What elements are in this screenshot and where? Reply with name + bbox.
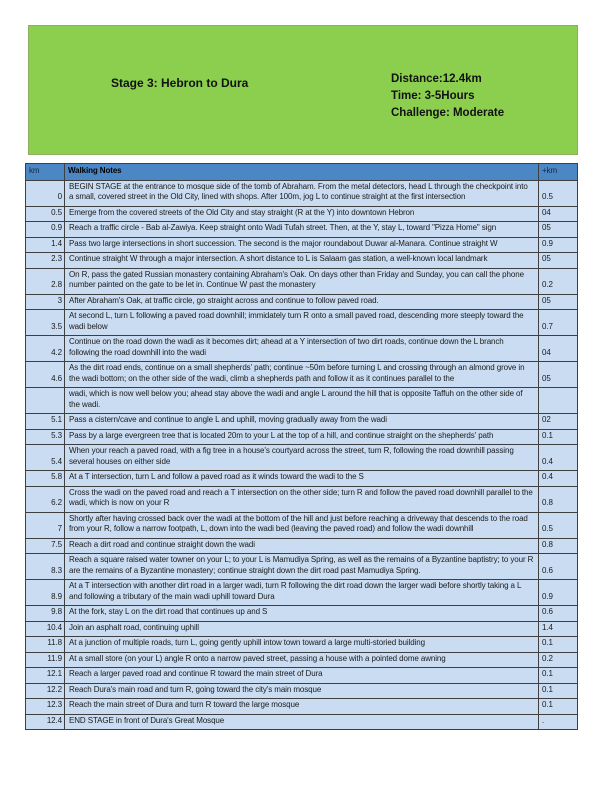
table-row	[26, 714, 578, 730]
km-cell: 12.1	[26, 668, 65, 684]
table-row	[26, 294, 578, 310]
plus-km-cell: .	[539, 714, 578, 730]
plus-km-cell: 0.8	[539, 486, 578, 512]
note-cell: On R, pass the gated Russian monastery containing Abraham's Oak. On days other than Friday and Sunday, you can call the phone number painted on the gate to be let in. Continue W past the monastery	[65, 268, 539, 294]
km-cell: 11.9	[26, 652, 65, 668]
plus-km-cell: 05	[539, 294, 578, 310]
table-row	[26, 512, 578, 538]
km-cell: 4.2	[26, 336, 65, 362]
km-cell: 12.2	[26, 683, 65, 699]
km-cell: 5.1	[26, 414, 65, 430]
table-row	[26, 237, 578, 253]
table-row	[26, 206, 578, 222]
table-row	[26, 268, 578, 294]
note-cell: BEGIN STAGE at the entrance to mosque side of the tomb of Abraham. From the metal detectors, head L through the checkpoint into a small, covered street in the Old City, lined with shops. After 100m, jog L to continue straight at the first intersection	[65, 180, 539, 206]
note-cell: wadi, which is now well below you; ahead stay above the wadi and angle L around the hill that is opposite Taffuh on the other side of the wadi.	[65, 388, 539, 414]
plus-km-cell: 0.1	[539, 429, 578, 445]
plus-km-cell: 0.5	[539, 512, 578, 538]
plus-km-cell: 04	[539, 336, 578, 362]
plus-km-cell: 0.4	[539, 445, 578, 471]
plus-km-cell: 04	[539, 206, 578, 222]
km-cell: 12.3	[26, 699, 65, 715]
note-cell: At the fork, stay L on the dirt road that continues up and S	[65, 606, 539, 622]
km-cell: 7	[26, 512, 65, 538]
plus-km-cell: 0.1	[539, 683, 578, 699]
note-cell: At second L, turn L following a paved road downhill; immidately turn R onto a small paved road, descending more steeply toward the wadi below	[65, 310, 539, 336]
km-cell: 1.4	[26, 237, 65, 253]
km-cell: 2.8	[26, 268, 65, 294]
table-row	[26, 180, 578, 206]
km-cell: 0.5	[26, 206, 65, 222]
km-cell: 5.8	[26, 471, 65, 487]
note-cell: END STAGE in front of Dura's Great Mosque	[65, 714, 539, 730]
table-row	[26, 652, 578, 668]
note-cell: Continue on the road down the wadi as it becomes dirt; ahead at a Y intersection of two dirt roads, continue down the L branch following the road downhill into the wadi	[65, 336, 539, 362]
note-cell: Reach a larger paved road and continue R toward the main street of Dura	[65, 668, 539, 684]
km-cell: 11.8	[26, 637, 65, 653]
plus-km-cell: 05	[539, 222, 578, 238]
walking-notes-table	[25, 163, 578, 730]
table-row	[26, 253, 578, 269]
note-cell: Reach a dirt road and continue straight down the wadi	[65, 538, 539, 554]
note-cell: Emerge from the covered streets of the Old City and stay straight (R at the Y) into downtown Hebron	[65, 206, 539, 222]
km-cell: 0.9	[26, 222, 65, 238]
plus-km-cell: 0.2	[539, 268, 578, 294]
note-cell: Reach a square raised water towner on your L; to your L is Mamudiya Spring, as well as the remains of a Byzantine baptistry; to your R are the remains of a Byzantine monastery; continue straight down the dirt road past Mamudiya Spring.	[65, 554, 539, 580]
km-cell: 5.4	[26, 445, 65, 471]
km-cell: 5.3	[26, 429, 65, 445]
plus-km-cell: 0.9	[539, 580, 578, 606]
note-cell: At a junction of multiple roads, turn L, going gently uphill intow town toward a large multi-storied building	[65, 637, 539, 653]
table-row	[26, 668, 578, 684]
note-cell: Continue straight W through a major intersection. A short distance to L is Salaam gas station, a well-known local landmark	[65, 253, 539, 269]
km-cell: 8.9	[26, 580, 65, 606]
km-cell: 7.5	[26, 538, 65, 554]
stage-challenge: Challenge: Moderate	[391, 107, 505, 119]
km-cell: 3	[26, 294, 65, 310]
note-cell: Pass two large intersections in short succession. The second is the major roundabout Duwar al-Manara. Continue straight W	[65, 237, 539, 253]
table-row	[26, 699, 578, 715]
note-cell: Reach the main street of Dura and turn R toward the large mosque	[65, 699, 539, 715]
stage-meta	[391, 71, 504, 122]
table-row	[26, 414, 578, 430]
stage-banner	[28, 25, 578, 155]
plus-km-cell: 0.1	[539, 637, 578, 653]
table-row	[26, 310, 578, 336]
column-header-plus-km: +km	[539, 164, 578, 181]
plus-km-cell: 0.7	[539, 310, 578, 336]
plus-km-cell: 05	[539, 253, 578, 269]
note-cell: Join an asphalt road, continuing uphill	[65, 621, 539, 637]
plus-km-cell: 0.2	[539, 652, 578, 668]
note-cell: Shortly after having crossed back over the wadi at the bottom of the hill and just before reaching a driveway that descends to the road from your R, follow a narrow footpath, L, down into the wadi bed (leaving the paved road) and follow the wadi downhill	[65, 512, 539, 538]
plus-km-cell: 0.9	[539, 237, 578, 253]
stage-distance: Distance:12.4km	[391, 73, 482, 85]
note-cell: After Abraham's Oak, at traffic circle, go straight across and continue to follow paved road.	[65, 294, 539, 310]
note-cell: As the dirt road ends, continue on a small shepherds' path; continue ~50m before turning L and crossing through an almond grove in the wadi bottom; on the other side of the wadi, climb a shepherds path and follow it as it continues parallel to the	[65, 362, 539, 388]
plus-km-cell: 0.8	[539, 538, 578, 554]
table-body	[26, 180, 578, 730]
table-row	[26, 606, 578, 622]
note-cell: Reach a traffic circle - Bab al-Zawiya. Keep straight onto Wadi Tufah street. Then, at the Y, stay L, toward "Pizza Home" sign	[65, 222, 539, 238]
note-cell: Pass a cistern/cave and continue to angle L and uphill, moving gradually away from the wadi	[65, 414, 539, 430]
table-row	[26, 429, 578, 445]
table-row	[26, 538, 578, 554]
km-cell: 8.3	[26, 554, 65, 580]
table-row	[26, 445, 578, 471]
km-cell: 3.5	[26, 310, 65, 336]
plus-km-cell: 0.5	[539, 180, 578, 206]
km-cell: 0	[26, 180, 65, 206]
plus-km-cell: 0.6	[539, 554, 578, 580]
km-cell: 6.2	[26, 486, 65, 512]
km-cell: 9.8	[26, 606, 65, 622]
table-row	[26, 222, 578, 238]
stage-title: Stage 3: Hebron to Dura	[111, 76, 249, 90]
table-row	[26, 486, 578, 512]
table-row	[26, 362, 578, 388]
plus-km-cell: 0.1	[539, 668, 578, 684]
km-cell	[26, 388, 65, 414]
note-cell: Cross the wadi on the paved road and reach a T intersection on the other side; turn R and follow the paved road downhill parallel to the wadi, which is now on your R	[65, 486, 539, 512]
km-cell: 4.6	[26, 362, 65, 388]
column-header-km: km	[26, 164, 65, 181]
column-header-walking-notes: Walking Notes	[65, 164, 539, 181]
table-row	[26, 637, 578, 653]
plus-km-cell: 02	[539, 414, 578, 430]
km-cell: 2.3	[26, 253, 65, 269]
note-cell: When your reach a paved road, with a fig tree in a house's courtyard across the street, turn R, following the road downhill passing several houses on either side	[65, 445, 539, 471]
table-row	[26, 580, 578, 606]
plus-km-cell: 0.1	[539, 699, 578, 715]
table-row	[26, 388, 578, 414]
note-cell: At a small store (on your L) angle R onto a narrow paved street, passing a house with a pointed dome awning	[65, 652, 539, 668]
stage-time: Time: 3-5Hours	[391, 90, 475, 102]
table-row	[26, 554, 578, 580]
km-cell: 12.4	[26, 714, 65, 730]
table-row	[26, 621, 578, 637]
plus-km-cell	[539, 388, 578, 414]
plus-km-cell: 05	[539, 362, 578, 388]
table-row	[26, 336, 578, 362]
table-row	[26, 471, 578, 487]
km-cell: 10.4	[26, 621, 65, 637]
note-cell: Pass by a large evergreen tree that is located 20m to your L at the top of a hill, and continue straight on the shepherds' path	[65, 429, 539, 445]
plus-km-cell: 0.6	[539, 606, 578, 622]
table-row	[26, 683, 578, 699]
plus-km-cell: 0.4	[539, 471, 578, 487]
table-header-row	[26, 164, 578, 181]
note-cell: Reach Dura's main road and turn R, going toward the city's main mosque	[65, 683, 539, 699]
plus-km-cell: 1.4	[539, 621, 578, 637]
note-cell: At a T intersection with another dirt road in a larger wadi, turn R following the dirt road down the larger wadi before shortly taking a L and following a tributary of the main wadi uphill toward Dura	[65, 580, 539, 606]
note-cell: At a T intersection, turn L and follow a paved road as it winds toward the wadi to the S	[65, 471, 539, 487]
